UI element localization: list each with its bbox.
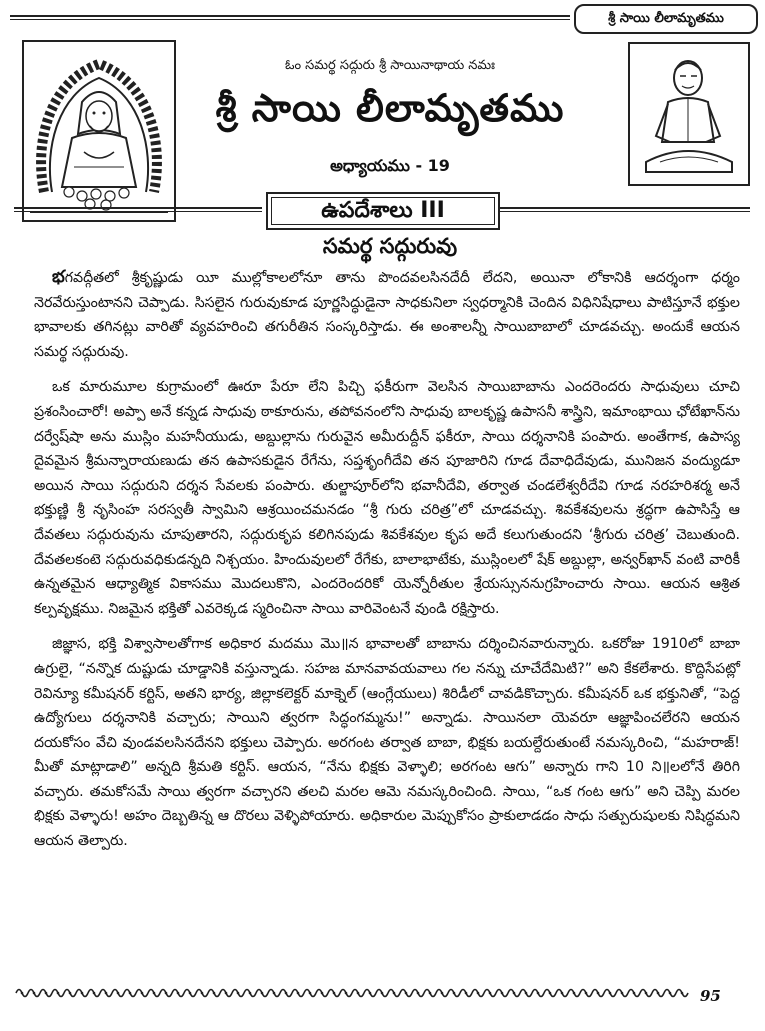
body-text: [34, 265, 740, 854]
running-header: శ్రీ సాయి లీలామృతము: [574, 4, 758, 34]
header-rule: [10, 15, 570, 17]
banner-rule: [14, 211, 262, 212]
banner-rule: [14, 207, 262, 209]
paragraph: [34, 632, 740, 853]
author-portrait-icon: [628, 42, 750, 186]
page-number: 95: [700, 987, 721, 1005]
page-title: శ్రీ సాయి లీలామృతము: [215, 86, 565, 130]
paragraph: [34, 375, 740, 621]
paragraph: [34, 265, 740, 364]
drop-letter: భ: [52, 267, 65, 287]
ornament-border-icon: [12, 985, 692, 1001]
chapter-number: అధ్యాయము - 19: [330, 156, 450, 175]
section-banner-label: ఉపదేశాలు III: [321, 198, 445, 223]
banner-rule: [500, 207, 750, 209]
sai-baba-portrait-icon: [22, 40, 176, 222]
paragraph-text: ఒక మారుమూల కుగ్రామంలో ఊరూ పేరూ లేని పిచ్చి ఫకీరుగా వెలసిన సాయిబాబాను ఎందరెందరు సాధువులు చూచి ప్రశంసించారో! అప్పా అనే కన్నడ సాధువు ఠాకూరును, తపోవనంలోని సాధువు బాలకృష్ణ ఉపాసనీ శాస్త్రిని, ఇమాంభాయి ఛోటేఖాన్‌ను దర్వేష్‌షా అను ముస్లిం మహనీయుడు, అబ్దుల్లాను గురువైన అమీరుద్దీన్ ఫకీరూ, సాయి దర్శనానికి పంపారు. అంతేగాక, ఉపాస్య దైవమైన శ్రీమన్నారాయణుడు తన ఉపాసకుడైన రేగేను, సప్తశృంగీదేవి తన పూజారిని గూడ దేవాధిదేవుడు, మునిజన వంద్యుడూ అయిన సాయి సద్గురుని దర్శన సేవలకు పంపారు. తుల్జాపూర్‌లోని భవానీదేవి, తర్వాత చండలేశ్వరీదేవి గూడ నరహరిశర్మ అనే భక్తుణ్ణి శ్రీ నృసింహ సరస్వతీ స్వామిని ఆశ్రయించమనడం “శ్రీ గురు చరిత్ర”లో చూడవచ్చు. శివకేశవులను శ్రద్ధగా ఉపాసిస్తే ఆ దేవతలు సద్గురువును చూపుతారని, సద్గురుకృప కలిగినపుడు శివకేశవుల కృప అదే కలుగుతుందని ‘శ్రీగురు చరిత్ర’ చెబుతుంది. దేవతలకంటె సద్గురువధికుడన్నది నిశ్చయం. హిందువులలో రేగేకు, బాలాభాటేకు, ముస్లింలలో షేక్ అబ్దుల్లా, అన్వర్‌ఖాన్ వంటి వారికీ ఉన్నతమైన ఆధ్యాత్మిక వికాసము మొదలుకొని, ఎందరెందరికో యెన్నోరీతుల శ్రేయస్సుననుగ్రహించారు సాయి. ఆయన ఆశ్రిత కల్పవృక్షము. నిజమైన భక్తితో ఎవరెక్కడ స్మరించినా సాయి వారివెంటనే వుండి రక్షిస్తారు.: [34, 379, 740, 617]
paragraph-text: జిజ్ఞాస, భక్తి విశ్వాసాలతోగాక అధికార మదము మొ॥న భావాలతో బాబాను దర్శించినవారున్నారు. ఒకరోజు 1910లో బాబా ఉగ్రులై, “నన్నొక దుష్టుడు చూడ్డానికి వస్తున్నాడు. సహజ మానవావయవాలు గల నన్ను చూచేదేమిటి?” అని కేకలేశారు. కొద్దిసేపట్లో రెవిన్యూ కమీషనర్ కర్టిస్, అతని భార్య, జిల్లాకలెక్టర్ మాక్నెల్ (ఆంగ్లేయులు) శిరిడీలో చావడికొచ్చారు. కమీషనర్ ఒక భక్తునితో, “పెద్ద ఉద్యోగులు దర్శనానికి వచ్చారు; సాయిని త్వరగా సిద్ధంగమ్మను!” అన్నాడు. సాయినలా యెవరూ ఆజ్ఞాపించలేరని ఆయన దయకోసం వేచి వుండవలసినదేనని భక్తులు చెప్పారు. అరగంట తర్వాత బాబా, భిక్షకు బయల్దేరుతుంటే నమస్కరించి, “మహరాజ్! మీతో మాట్లాడాలి” అన్నది శ్రీమతి కర్టిస్. ఆయన, “నేను భిక్షకు వెళ్ళాలి; అరగంట ఆగు” అన్నారు గాని 10 ని॥లలోనే తిరిగి వచ్చారు. తమకోసమే సాయి త్వరగా వచ్చారని తలచి మరల ఆమె నమస్కరించింది. సాయి, “ఒక గంట ఆగు” అని చెప్పి మరల భిక్షకు వెళ్ళారు! అహం దెబ్బతిన్న ఆ దొరలు వెళ్ళిపోయారు. అధికారుల మెప్పుకోసం ప్రాకులాడడం సాధు సత్పురుషులకు నిషిద్ధమని ఆయన తెల్పారు.: [34, 636, 740, 850]
banner-rule: [500, 211, 750, 212]
paragraph-text: గవద్గీతలో శ్రీకృష్ణుడు యీ ముల్లోకాలలోనూ తాను పొందవలసినదేదీ లేదని, అయినా లోకానికి ఆదర్శంగా ధర్మం నెరవేరుస్తుంటానని చెప్పాడు. సిసలైన గురువుకూడ పూర్ణసిద్ధుడైనా సాధకునిలా స్వధర్మానికి చెందిన విధినిషేధాలు పాటిస్తూనే భక్తుల భావాలకు తగినట్లు వారితో వ్యవహరించి తగురీతిన సంస్కరిస్తాడు. ఈ అంశాలన్నీ సాయిబాబాలో చూడవచ్చు. అందుకే ఆయన సమర్థ సద్గురువు.: [34, 270, 740, 360]
invocation-line: ఓం సమర్థ సద్గురు శ్రీ సాయినాథాయ నమః: [284, 58, 496, 73]
section-banner: [266, 192, 500, 230]
header-rule: [10, 19, 570, 20]
section-subheading: సమర్థ సద్గురువు: [322, 234, 458, 258]
